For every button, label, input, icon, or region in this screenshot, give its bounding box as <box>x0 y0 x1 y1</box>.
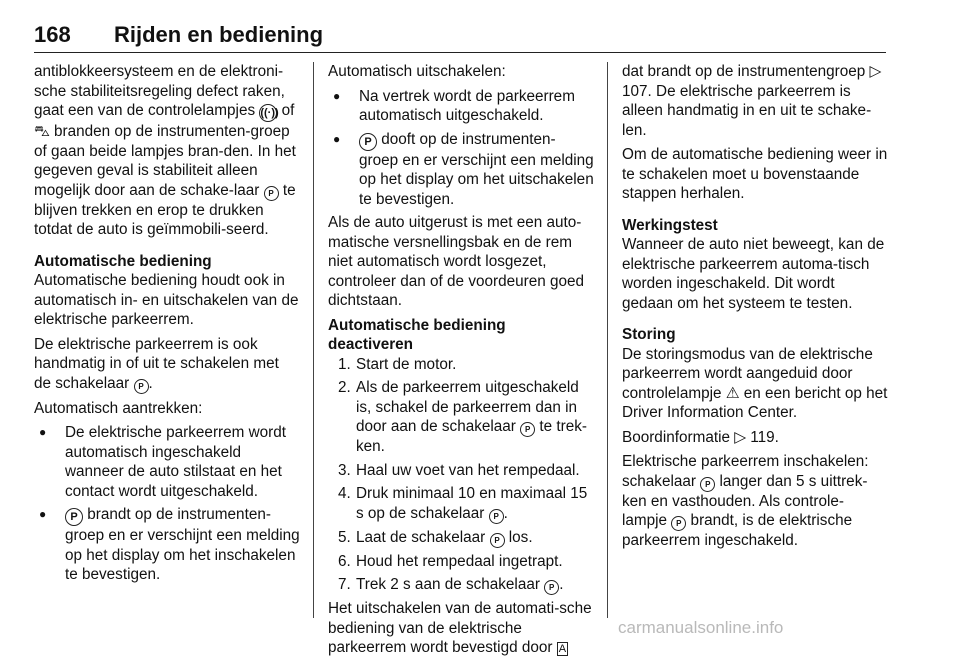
paragraph: Wanneer de auto niet beweegt, kan de elektrische parkeerrem automa-tisch worden ingeschakeld. Dit wordt gedaan om het systeem te testen. <box>622 236 885 312</box>
parking-brake-switch-icon: P <box>134 379 149 394</box>
reference-arrow-icon: ▷ <box>869 63 882 80</box>
step-number: 6. <box>338 552 351 570</box>
text: Houd het rempedaal ingetrapt. <box>356 552 563 570</box>
text: 119. <box>746 428 779 446</box>
section-heading <box>622 216 888 236</box>
step-number: 3. <box>338 461 351 479</box>
heading: Storing <box>622 326 676 343</box>
text: en een bericht op het Driver Information Center. <box>622 384 888 421</box>
list-item <box>328 130 594 210</box>
step-number: 2. <box>338 379 351 396</box>
text: Elektrische parkeerrem inschakelen: schakelaar <box>622 453 869 490</box>
paragraph <box>34 335 300 394</box>
text: . <box>503 504 508 522</box>
parking-brake-switch-icon: P <box>544 580 559 595</box>
bullet-list <box>328 87 594 210</box>
auto-park-off-icon: A <box>558 643 567 655</box>
list-item <box>328 378 594 457</box>
step-number: 4. <box>338 485 351 502</box>
service-warning-icon: ⚠ <box>725 384 740 402</box>
parking-brake-p-icon: P <box>65 508 83 526</box>
text: Het uitschakelen van de automati-sche bediening van de elektrische parkeerrem wordt bevestigd door <box>328 600 592 656</box>
paragraph: Om de automatische bediening weer in te schakelen moet u bovenstaande stappen herhalen. <box>622 146 888 202</box>
text: branden op de instrumenten-groep of gaan beide lampjes bran-den. In het gegeven geval is stabiliteit alleen mogelijk door aan de schake-laar <box>34 123 296 199</box>
list-item: ● De elektrische parkeerrem wordt automatisch ingeschakeld wanneer de auto stilstaat en het contact wordt uitgeschakeld. <box>34 423 300 501</box>
text: of <box>277 102 295 119</box>
text: brandt, is de elektrische parkeerrem ingeschakeld. <box>622 512 853 549</box>
list-item <box>328 355 594 375</box>
abs-warning-icon: ((·)) <box>259 104 277 122</box>
paragraph: Automatisch aantrekken: <box>34 399 203 417</box>
column-2 <box>328 62 594 665</box>
section-heading <box>328 316 594 355</box>
list-item <box>328 484 594 524</box>
watermark: carmanualsonline.info <box>618 618 784 637</box>
text: te blijven trekken en erop te drukken totdat de auto is geïmmobili-seerd. <box>34 181 296 238</box>
text: Laat de schakelaar <box>356 528 490 546</box>
paragraph <box>622 62 888 140</box>
paragraph <box>328 599 594 660</box>
text: De storingsmodus van de elektrische parkeerrem wordt aangeduid door controlelampje <box>622 345 873 402</box>
numbered-list <box>328 355 594 596</box>
text: Als de parkeerrem uitgeschakeld is, schakel de parkeerrem dan in door aan de schakelaar <box>356 379 579 435</box>
text: langer dan 5 s uittrek-ken en vasthouden. Als controle-lampje <box>622 472 868 529</box>
heading: Automatische bediening <box>34 252 212 270</box>
parking-brake-switch-icon: P <box>520 422 535 437</box>
text: dooft op de instrumenten-groep en er verschijnt een melding op het display om het uitschakelen te bevestigen. <box>359 130 594 208</box>
section-heading <box>622 325 888 345</box>
parking-brake-switch-icon: P <box>264 186 279 201</box>
text: Haal uw voet van het rempedaal. <box>356 461 580 479</box>
stability-icon: ⛍ <box>34 123 50 140</box>
bullet-list <box>34 423 300 585</box>
column-1 <box>34 62 300 589</box>
column-divider <box>607 62 608 618</box>
list-item <box>328 552 594 572</box>
parking-brake-switch-icon: P <box>490 533 505 548</box>
text: brandt op de instrumenten-groep en er verschijnt een melding op het display om het inschakelen te bevestigen. <box>65 506 300 583</box>
parking-brake-switch-icon: P <box>489 509 504 524</box>
text: Trek 2 s aan de schakelaar <box>356 576 545 593</box>
paragraph: Als de auto uitgerust is met een auto-matische versnellingsbak en de rem niet automatisch wordt losgezet, controleer dan of de voordeuren goed dichtstaan. <box>328 214 584 309</box>
page-header <box>34 18 886 53</box>
text: Boordinformatie <box>622 428 735 446</box>
step-number: 7. <box>338 576 351 593</box>
parking-brake-switch-icon: P <box>700 477 715 492</box>
list-item <box>328 575 594 595</box>
paragraph <box>622 452 888 551</box>
section-heading <box>34 252 300 272</box>
paragraph: Automatisch uitschakelen: <box>328 63 506 80</box>
parking-brake-p-icon: P <box>359 133 377 151</box>
step-number: 5. <box>338 528 351 546</box>
text: . <box>559 576 564 593</box>
reference-arrow-icon: ▷ <box>734 428 746 446</box>
text: Start de motor. <box>356 355 457 373</box>
text: los. <box>504 528 533 546</box>
parking-brake-switch-icon: P <box>671 516 686 531</box>
heading: Automatische bediening deactiveren <box>328 316 506 353</box>
page-title: Rijden en bediening <box>114 22 324 47</box>
paragraph <box>622 428 888 448</box>
text: antiblokkeersysteem en de elektroni-sche stabiliteitsregeling defect raken, gaat een van de controlelampjes <box>34 63 285 119</box>
column-3 <box>622 62 888 556</box>
list-item <box>34 505 300 585</box>
heading: Werkingstest <box>622 216 718 234</box>
page-number: 168 <box>34 22 71 47</box>
text: 107. De elektrische parkeerrem is alleen handmatig in en uit te schake-len. <box>622 82 872 139</box>
text: De elektrische parkeerrem is ook handmatig in of uit te schakelen met de schakelaar <box>34 335 279 392</box>
paragraph <box>622 345 888 423</box>
step-number: 1. <box>338 355 351 373</box>
column-divider <box>313 62 314 618</box>
text: dat brandt op de instrumentengroep <box>622 63 870 80</box>
text: te trek-ken. <box>356 418 587 455</box>
list-item <box>328 461 594 481</box>
list-item <box>328 528 594 548</box>
paragraph: Automatische bediening houdt ook in automatisch in- en uitschakelen van de elektrische parkeerrem. <box>34 272 299 328</box>
list-item: ● Na vertrek wordt de parkeerrem automatisch uitgeschakeld. <box>328 87 594 126</box>
text: . <box>148 374 153 392</box>
paragraph <box>34 62 300 240</box>
text: Druk minimaal 10 en maximaal 15 s op de schakelaar <box>356 485 588 522</box>
